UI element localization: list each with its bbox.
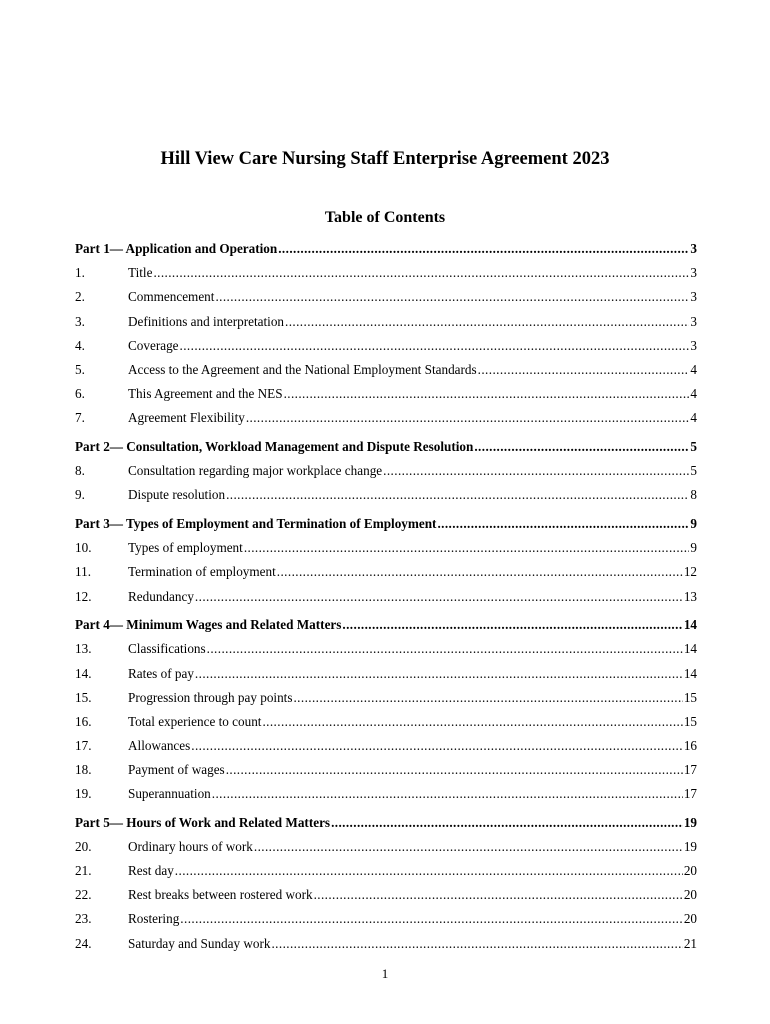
toc-item-entry[interactable] [75,713,697,731]
toc-page-number: 19 [683,839,697,854]
toc-page-number: 3 [690,314,697,329]
toc-entry-label: Part 1— Application and Operation [75,241,278,256]
toc-page-number: 21 [683,936,697,951]
document-title: Hill View Care Nursing Staff Enterprise Agreement 2023 [160,149,610,169]
dot-leader [195,588,683,606]
dot-leader [226,486,689,504]
toc-item-number: 16. [75,714,92,729]
toc-page-number: 5 [690,439,697,454]
toc-item-entry[interactable] [75,838,697,856]
toc-entry-label: Rest breaks between rostered work [128,887,313,902]
dot-leader [175,862,683,880]
dot-leader [478,361,690,379]
toc-item-entry[interactable] [75,689,697,707]
dot-leader [342,616,682,634]
toc-page-number: 14 [683,641,697,656]
dot-leader [284,385,690,403]
toc-page-number: 14 [683,617,697,632]
toc-part-entry[interactable] [75,438,697,456]
toc-item-entry[interactable] [75,409,697,427]
dot-leader [212,785,683,803]
dot-leader [246,409,690,427]
toc-item-number: 19. [75,786,92,801]
toc-item-entry[interactable] [75,886,697,904]
toc-item-number: 10. [75,540,92,555]
toc-entry-label: Allowances [128,738,191,753]
toc-item-number: 18. [75,762,92,777]
toc-entry-label: Commencement [128,289,215,304]
toc-item-number: 23. [75,911,92,926]
dot-leader [191,737,683,755]
toc-item-entry[interactable] [75,665,697,683]
toc-item-number: 12. [75,589,92,604]
toc-item-entry[interactable] [75,785,697,803]
toc-item-number: 20. [75,839,92,854]
toc-item-entry[interactable] [75,486,697,504]
toc-entry-label: This Agreement and the NES [128,386,283,401]
toc-part-entry[interactable] [75,814,697,832]
toc-entry-label: Rostering [128,911,180,926]
toc-item-number: 13. [75,641,92,656]
toc-item-entry[interactable] [75,337,697,355]
toc-page-number: 17 [683,762,697,777]
toc-page-number: 5 [690,463,697,478]
toc-page-number: 12 [683,564,697,579]
toc-entry-label: Classifications [128,641,206,656]
toc-item-number: 22. [75,887,92,902]
dot-leader [285,313,689,331]
dot-leader [278,240,689,258]
toc-page-number: 9 [690,516,697,531]
dot-leader [314,886,683,904]
dot-leader [277,563,683,581]
toc-page-number: 17 [683,786,697,801]
toc-item-entry[interactable] [75,588,697,606]
toc-entry-label: Dispute resolution [128,487,226,502]
dot-leader [180,910,683,928]
dot-leader [437,515,689,533]
toc-item-number: 21. [75,863,92,878]
toc-entry-label: Types of employment [128,540,243,555]
toc-page-number: 3 [690,338,697,353]
toc-page-number: 16 [683,738,697,753]
toc-entry-label: Ordinary hours of work [128,839,253,854]
dot-leader [207,640,683,658]
toc-entry-label: Coverage [128,338,179,353]
toc-page-number: 3 [690,241,697,256]
toc-entry-label: Title [128,265,153,280]
toc-item-number: 24. [75,936,92,951]
toc-entry-label: Superannuation [128,786,211,801]
toc-entry-label: Progression through pay points [128,690,293,705]
toc-entry-label: Rest day [128,863,174,878]
page-number: 1 [381,966,389,981]
toc-entry-label: Part 2— Consultation, Workload Management and Dispute Resolution [75,439,474,454]
toc-item-number: 14. [75,666,92,681]
dot-leader [271,935,682,953]
toc-item-entry[interactable] [75,563,697,581]
toc-entry-label: Access to the Agreement and the National Employment Standards [128,362,477,377]
dot-leader [383,462,689,480]
toc-item-number: 4. [75,338,85,353]
toc-item-entry[interactable] [75,313,697,331]
toc-item-number: 9. [75,487,85,502]
toc-entry-label: Definitions and interpretation [128,314,285,329]
toc-item-entry[interactable] [75,935,697,953]
toc-entry-label: Saturday and Sunday work [128,936,271,951]
toc-page-number: 4 [690,362,697,377]
toc-item-number: 8. [75,463,85,478]
toc-page-number: 13 [683,589,697,604]
toc-item-number: 6. [75,386,85,401]
toc-page-number: 20 [683,911,697,926]
toc-item-number: 5. [75,362,85,377]
toc-page-number: 15 [683,714,697,729]
toc-item-entry[interactable] [75,640,697,658]
toc-page-number: 4 [690,386,697,401]
toc-page-number: 14 [683,666,697,681]
toc-part-entry[interactable] [75,515,697,533]
toc-entry-label: Part 4— Minimum Wages and Related Matters [75,617,342,632]
toc-page-number: 20 [683,863,697,878]
toc-item-number: 17. [75,738,92,753]
toc-item-number: 2. [75,289,85,304]
toc-entry-label: Total experience to count [128,714,262,729]
toc-page-number: 4 [690,410,697,425]
dot-leader [180,337,690,355]
toc-page-number: 3 [690,289,697,304]
toc-item-entry[interactable] [75,385,697,403]
dot-leader [254,838,683,856]
dot-leader [293,689,682,707]
toc-entry-label: Part 5— Hours of Work and Related Matters [75,815,331,830]
toc-item-entry[interactable] [75,737,697,755]
toc-entry-label: Consultation regarding major workplace change [128,463,383,478]
toc-item-entry[interactable] [75,361,697,379]
toc-item-entry[interactable] [75,910,697,928]
dot-leader [262,713,682,731]
dot-leader [244,539,690,557]
toc-item-entry[interactable] [75,462,697,480]
dot-leader [215,288,689,306]
toc-entry-label: Termination of employment [128,564,276,579]
toc-entry-label: Part 3— Types of Employment and Termination of Employment [75,516,437,531]
toc-part-entry[interactable] [75,240,697,258]
toc-page-number: 8 [690,487,697,502]
toc-item-number: 7. [75,410,85,425]
toc-part-entry[interactable] [75,616,697,634]
toc-entry-label: Payment of wages [128,762,225,777]
dot-leader [331,814,683,832]
toc-item-entry[interactable] [75,862,697,880]
toc-entry-label: Agreement Flexibility [128,410,245,425]
dot-leader [153,264,689,282]
toc-item-number: 1. [75,265,85,280]
toc-item-number: 3. [75,314,85,329]
dot-leader [474,438,689,456]
toc-page-number: 15 [683,690,697,705]
toc-page-number: 19 [683,815,697,830]
toc-item-number: 11. [75,564,91,579]
toc-item-entry[interactable] [75,288,697,306]
dot-leader [226,761,683,779]
toc-page-number: 3 [690,265,697,280]
toc-entry-label: Redundancy [128,589,194,604]
dot-leader [195,665,683,683]
toc-item-entry[interactable] [75,761,697,779]
toc-heading: Table of Contents [324,209,446,226]
toc-item-entry[interactable] [75,264,697,282]
toc-page-number: 20 [683,887,697,902]
toc-item-entry[interactable] [75,539,697,557]
toc-entry-label: Rates of pay [128,666,194,681]
toc-page-number: 9 [690,540,697,555]
toc-item-number: 15. [75,690,92,705]
